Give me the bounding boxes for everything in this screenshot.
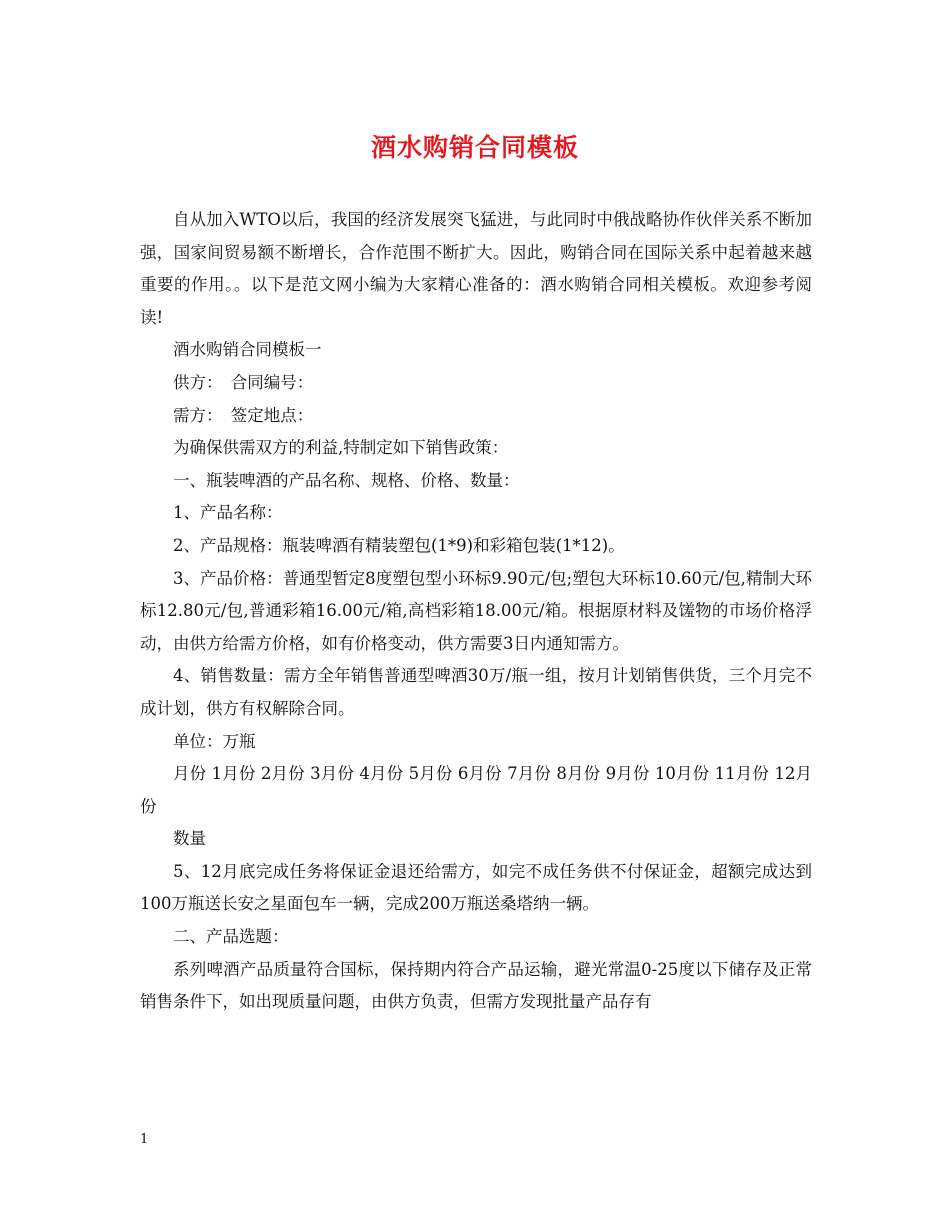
- paragraph-section-one: 一、瓶装啤酒的产品名称、规格、价格、数量：: [173, 470, 520, 490]
- paragraph-policy-intro: 为确保供需双方的利益,特制定如下销售政策：: [173, 438, 509, 458]
- paragraph-intro: 自从加入WTO以后，我国的经济发展突飞猛进，与此同时中俄战略协作伙伴关系不断加强，国家间贸易额不断增长，合作范围不断扩大。因此，购销合同在国际关系中起着越来越重要的作用。。以下是范文网小编为大家精心准备的：酒水购销合同相关模板。欢迎参考阅读!: [140, 210, 812, 327]
- paragraph-product-price: 3、产品价格：普通型暂定8度塑包型小环标9.90元/包;塑包大环标10.60元/包,精制大环标12.80元/包,普通彩箱16.00元/箱,高档彩箱18.00元/箱。根据原材料及馐物的市场价格浮动，由供方给需方价格，如有价格变动，供方需要3日内通知需方。: [140, 568, 812, 653]
- paragraph-supplier-line: 供方： 合同编号：: [173, 372, 314, 392]
- document-body: [140, 204, 812, 1019]
- paragraph-sales-quantity: 4、销售数量：需方全年销售普通型啤酒30万/瓶一组，按月计划销售供货，三个月完不成计划，供方有权解除合同。: [140, 666, 812, 718]
- paragraph-buyer-line: 需方： 签定地点：: [173, 405, 314, 425]
- paragraph-months: 月份 1月份 2月份 3月份 4月份 5月份 6月份 7月份 8月份 9月份 10月份 11月份 12月份: [140, 764, 812, 816]
- paragraph-quantity-label: 数量: [173, 829, 206, 849]
- paragraph-section-two: 二、产品选题：: [173, 927, 289, 947]
- paragraph-template-heading: 酒水购销合同模板一: [173, 340, 322, 360]
- paragraph-quality: 系列啤酒产品质量符合国标，保持期内符合产品运输，避光常温0-25度以下储存及正常销售条件下，如出现质量问题，由供方负责，但需方发现批量产品存有: [140, 959, 812, 1012]
- paragraph-product-name: 1、产品名称：: [173, 503, 283, 523]
- paragraph-deposit-reward: 5、12月底完成任务将保证金退还给需方，如完不成任务供不付保证金，超额完成达到100万瓶送长安之星面包车一辆，完成200万瓶送桑塔纳一辆。: [140, 861, 812, 914]
- paragraph-product-spec: 2、产品规格：瓶装啤酒有精装塑包(1*9)和彩箱包装(1*12)。: [173, 535, 625, 555]
- document-title: 酒水购销合同模板: [370, 133, 579, 162]
- page-number: 1: [140, 1132, 149, 1147]
- paragraph-unit: 单位：万瓶: [173, 731, 256, 751]
